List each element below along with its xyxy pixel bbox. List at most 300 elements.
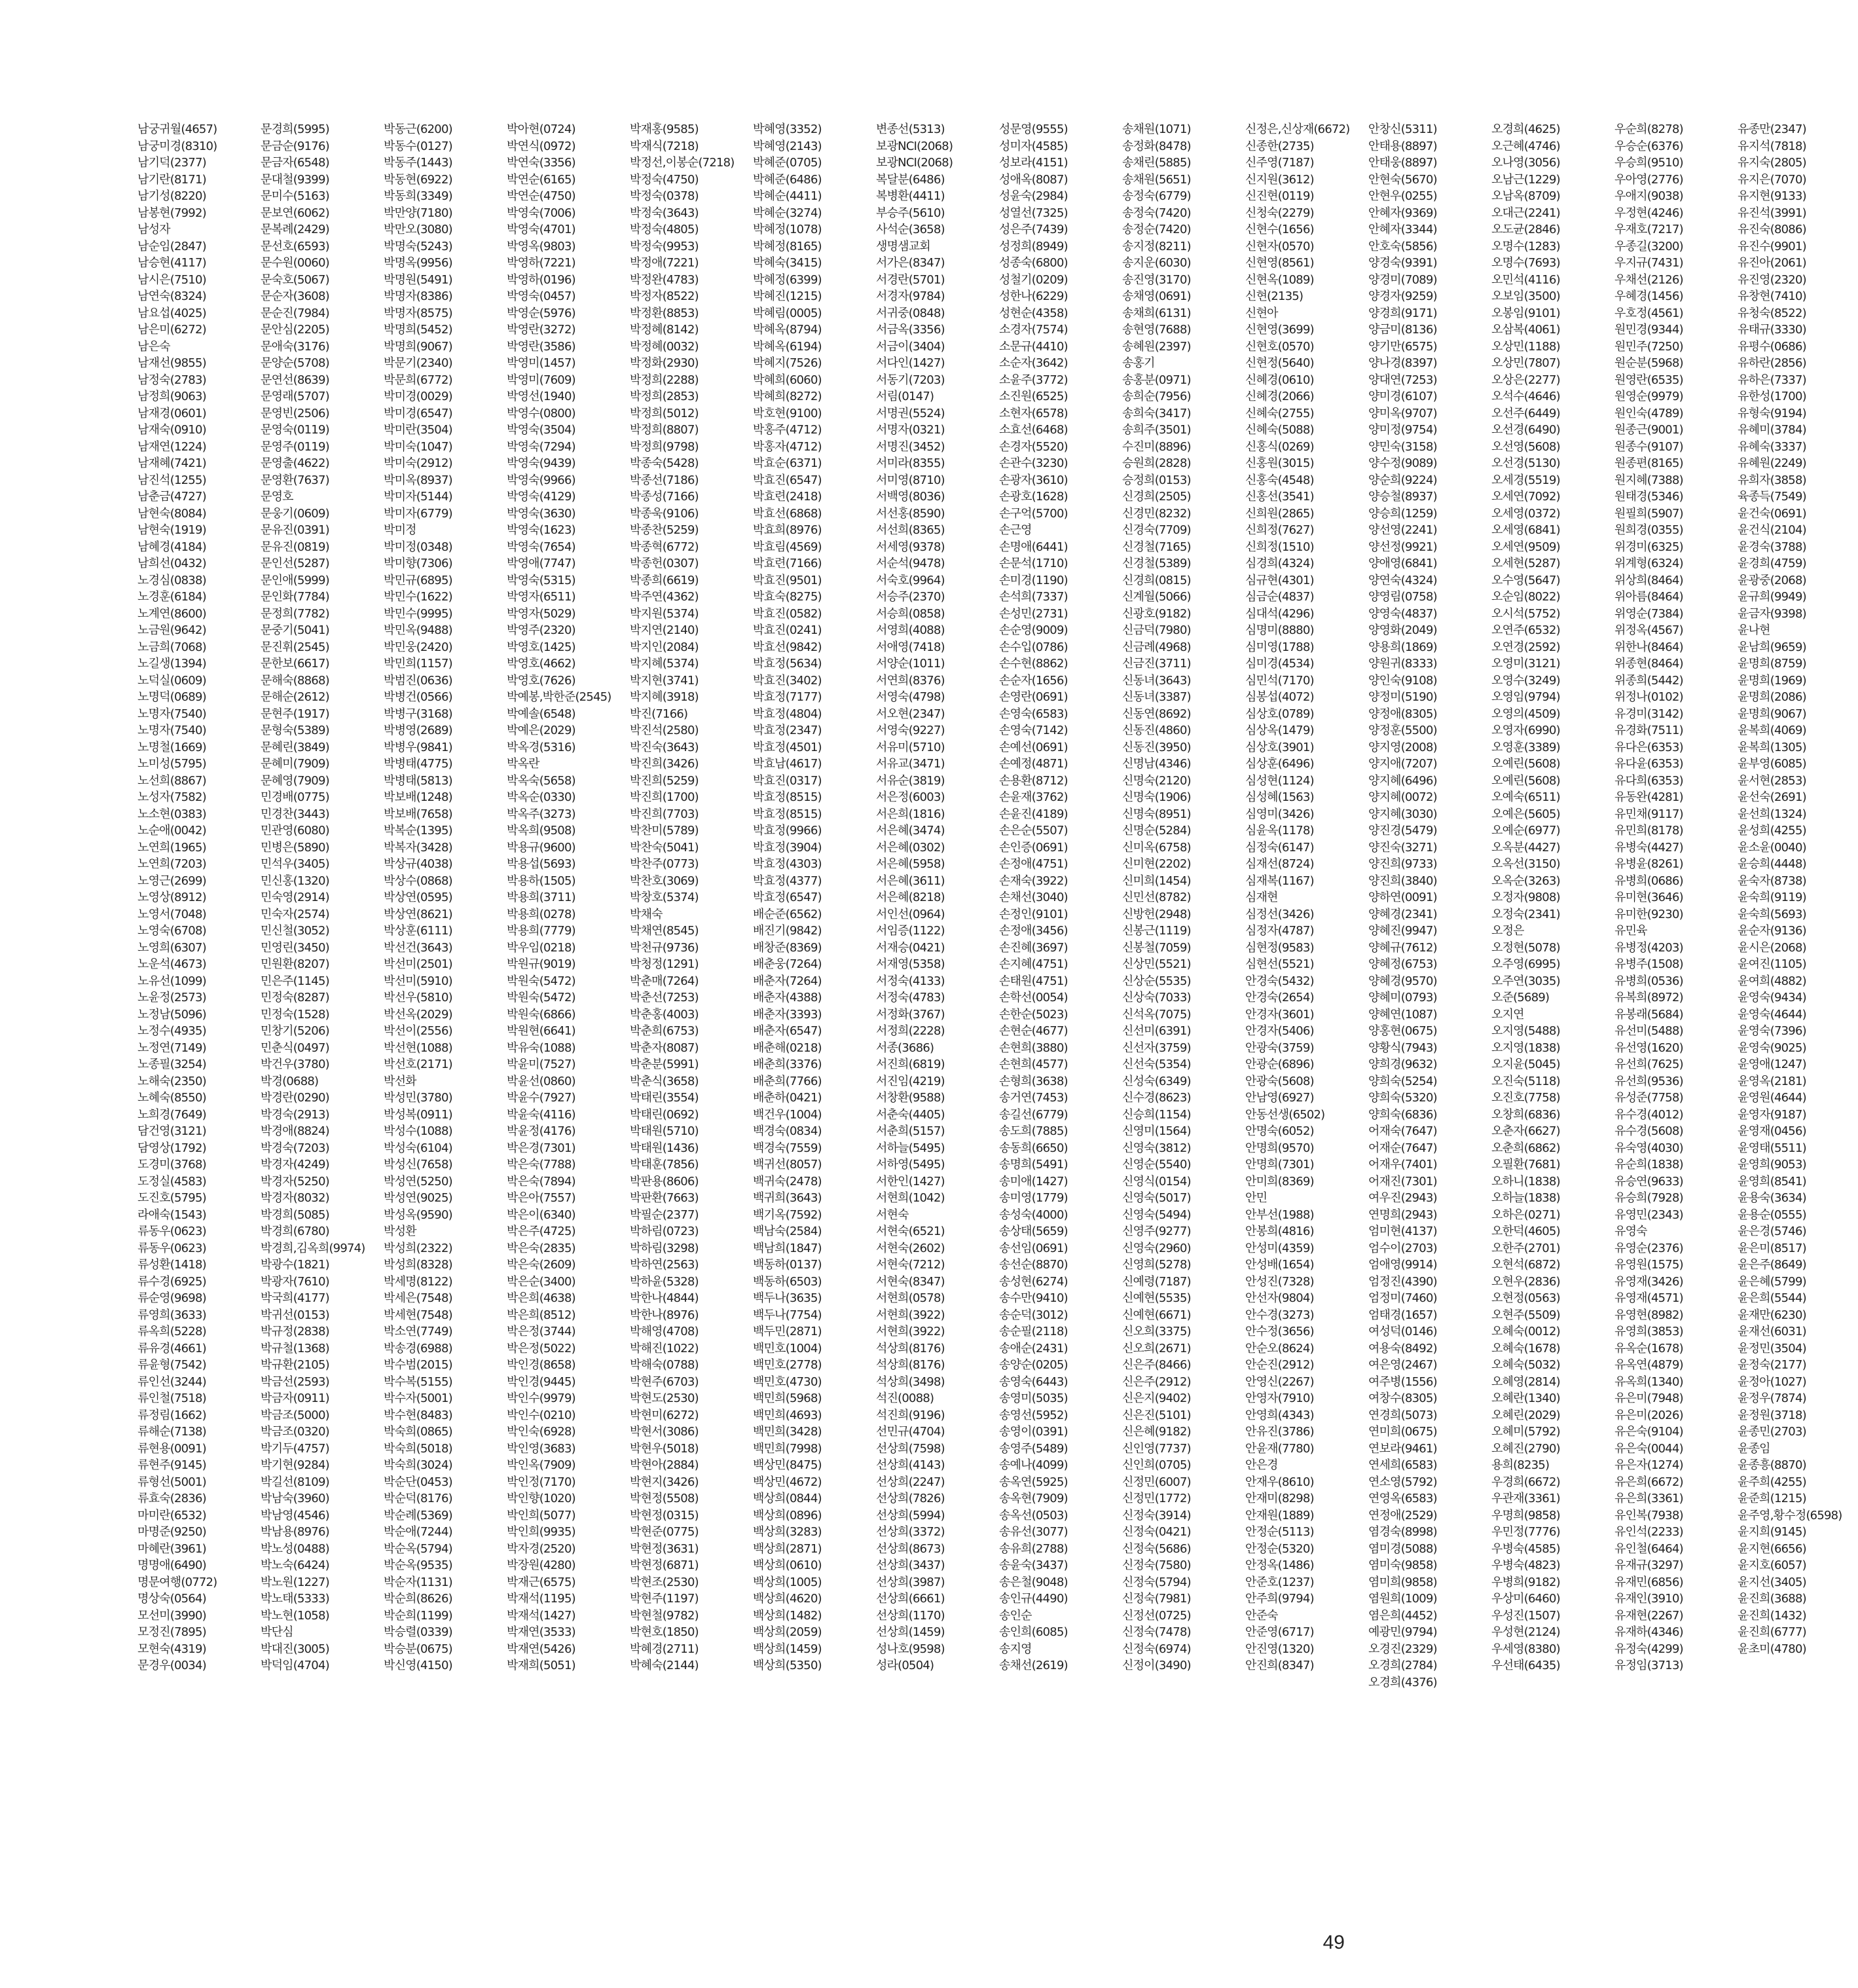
donor-entry: 윤종흥(8870) [1738, 1458, 1806, 1472]
donor-entry: 박해숙(0788) [630, 1358, 699, 1372]
donor-entry: 윤성희(4255) [1738, 824, 1806, 838]
donor-entry: 승정희(0153) [1122, 473, 1191, 487]
donor-entry: 유수경(4012) [1614, 1107, 1683, 1122]
donor-entry: 박승렬(0339) [384, 1625, 452, 1639]
donor-entry: 박선화 [384, 1074, 416, 1088]
donor-entry: 유영재(4571) [1614, 1291, 1683, 1305]
donor-entry: 박진(7166) [630, 707, 688, 721]
donor-entry: 신예령(7187) [1122, 1274, 1191, 1289]
donor-entry: 신정민(1772) [1122, 1492, 1191, 1505]
donor-entry: 송순덕(3012) [999, 1308, 1068, 1322]
donor-entry: 박찬미(5789) [630, 824, 699, 838]
donor-entry: 유정숙(4299) [1614, 1642, 1683, 1656]
donor-entry: 배춘자(6547) [753, 1024, 822, 1038]
donor-entry: 신은지(9402) [1122, 1391, 1191, 1405]
donor-entry: 안광숙(3759) [1245, 1040, 1314, 1055]
donor-entry: 안정순(5320) [1245, 1541, 1314, 1556]
donor-entry: 박혜진(1215) [753, 289, 822, 303]
donor-entry: 엄애영(9914) [1368, 1258, 1437, 1272]
donor-entry: 서승희(0858) [876, 606, 945, 621]
donor-entry: 박호현(9100) [753, 406, 822, 420]
donor-entry: 신광호(9182) [1122, 606, 1191, 621]
donor-entry: 노덕실(0609) [137, 673, 206, 688]
donor-entry: 손예정(4871) [999, 757, 1068, 771]
donor-entry: 송성현(6274) [999, 1274, 1068, 1289]
donor-entry: 윤정숙(2177) [1738, 1358, 1806, 1372]
donor-entry: 오진호(7758) [1491, 1091, 1560, 1105]
donor-entry: 박순희(8626) [384, 1592, 452, 1606]
donor-entry: 송희순(7956) [1122, 390, 1191, 403]
donor-entry: 오순임(8022) [1491, 590, 1560, 604]
donor-entry: 박병구(3168) [384, 707, 452, 721]
donor-entry: 박하연(2563) [630, 1258, 699, 1272]
donor-entry: 박효선(9842) [753, 640, 822, 654]
donor-entry: 오춘희(6862) [1491, 1141, 1560, 1155]
donor-entry: 신상민(5521) [1122, 957, 1191, 971]
donor-entry: 우호정(4561) [1614, 306, 1683, 320]
donor-entry: 오지연 [1491, 1007, 1524, 1022]
donor-entry: 양희숙(5320) [1368, 1091, 1437, 1105]
donor-entry: 백상희(0844) [753, 1492, 822, 1505]
donor-entry: 위아름(8464) [1614, 590, 1683, 604]
donor-entry: 박경희(5085) [261, 1207, 329, 1222]
donor-entry: 유진영(2320) [1738, 272, 1806, 287]
donor-entry: 송희주(3501) [1122, 423, 1191, 437]
donor-entry: 남궁귀월(4657) [137, 122, 217, 136]
donor-entry: 배순준(6562) [753, 907, 822, 921]
donor-entry: 안미희(8369) [1245, 1174, 1314, 1188]
donor-entry: 윤종임 [1738, 1441, 1770, 1456]
donor-entry: 우상미(6460) [1491, 1592, 1560, 1606]
donor-entry: 양애영(6841) [1368, 557, 1437, 570]
donor-entry: 여용숙(8492) [1368, 1341, 1437, 1355]
donor-entry: 박상훈(6111) [384, 924, 452, 938]
donor-entry: 유지현(9133) [1738, 189, 1806, 203]
donor-entry: 손인증(0691) [999, 840, 1068, 855]
donor-entry: 박지혜(3918) [630, 690, 699, 704]
donor-entry: 석상희(3498) [876, 1374, 945, 1389]
donor-entry: 백남숙(2584) [753, 1224, 822, 1238]
donor-entry: 양홍현(0675) [1368, 1024, 1437, 1038]
donor-entry: 민관영(6080) [261, 824, 329, 838]
donor-entry: 서은혜(5958) [876, 857, 945, 871]
donor-entry: 유영순(2376) [1614, 1241, 1683, 1255]
donor-entry: 서가은(8347) [876, 256, 945, 270]
donor-entry: 마미란(6532) [137, 1508, 206, 1522]
donor-entry: 서애영(7418) [876, 640, 945, 654]
donor-entry: 오현우(2836) [1491, 1274, 1560, 1289]
donor-entry: 오혜미(5792) [1491, 1425, 1560, 1439]
donor-entry: 송지정(8211) [1122, 239, 1191, 253]
donor-entry: 양정미(5190) [1368, 690, 1437, 704]
donor-entry: 성현순(4358) [999, 306, 1068, 320]
donor-entry: 신계월(5066) [1122, 590, 1191, 604]
donor-entry: 박정숙(0378) [630, 189, 699, 203]
donor-entry: 문영출(4622) [261, 456, 329, 470]
donor-entry: 서금옥(3356) [876, 323, 945, 337]
donor-entry: 안준호(1237) [1245, 1575, 1314, 1589]
donor-entry: 박정희(2853) [630, 390, 699, 403]
donor-entry: 신금덕(7980) [1122, 623, 1191, 637]
donor-entry: 유은희(6672) [1614, 1475, 1683, 1489]
donor-entry: 남재선(9855) [137, 356, 206, 370]
donor-entry: 박혜영(3352) [753, 122, 822, 136]
donor-entry: 문현주(1917) [261, 707, 329, 721]
donor-entry: 안성진(7328) [1245, 1274, 1314, 1289]
donor-entry: 박정숙(9953) [630, 239, 699, 253]
donor-entry: 오세연(7092) [1491, 490, 1560, 504]
donor-entry: 박유숙(1088) [507, 1040, 575, 1055]
donor-entry: 박진희(1700) [630, 790, 699, 804]
donor-entry: 박효련(7166) [753, 557, 822, 570]
donor-entry: 문경우(0034) [137, 1659, 206, 1672]
donor-entry: 심정선(3426) [1245, 907, 1314, 921]
donor-entry: 윤영숙(9434) [1738, 991, 1806, 1004]
donor-entry: 서연희(8376) [876, 673, 945, 688]
donor-entry: 박춘식(3658) [630, 1074, 699, 1088]
donor-entry: 오석수(4646) [1491, 390, 1560, 403]
donor-entry: 박춘희(6753) [630, 1024, 699, 1038]
donor-entry: 안민 [1245, 1191, 1267, 1205]
donor-entry: 손진혜(3697) [999, 940, 1068, 955]
donor-entry: 박남용(8976) [261, 1525, 329, 1539]
donor-entry: 박동수(0127) [384, 139, 452, 153]
donor-entry: 오현정(0563) [1491, 1291, 1560, 1305]
donor-entry: 박영선(1940) [507, 390, 575, 403]
donor-entry: 서영숙(4798) [876, 690, 945, 704]
donor-entry: 박영숙(7006) [507, 206, 575, 220]
donor-entry: 유재규(3297) [1614, 1558, 1683, 1572]
donor-entry: 오예은(5605) [1491, 807, 1560, 821]
donor-entry: 원종편(8165) [1614, 456, 1683, 470]
donor-entry: 박금자(0911) [261, 1391, 329, 1405]
donor-entry: 윤재선(6031) [1738, 1325, 1806, 1338]
donor-entry: 신영숙(3812) [1122, 1141, 1191, 1155]
donor-entry: 류수경(6925) [137, 1274, 206, 1289]
donor-entry: 오예린(5608) [1491, 757, 1560, 771]
donor-entry: 박옥숙(5658) [507, 773, 575, 788]
donor-entry: 우민정(7776) [1491, 1525, 1560, 1539]
donor-entry: 양지혜(6496) [1368, 773, 1437, 788]
donor-entry: 박청정(1291) [630, 957, 699, 971]
donor-entry: 배진기(9842) [753, 924, 822, 938]
donor-entry: 박영호(7626) [507, 673, 575, 688]
donor-entry: 박광자(7610) [261, 1274, 329, 1289]
donor-entry: 서인선(0964) [876, 907, 945, 921]
donor-entry: 송거연(7453) [999, 1091, 1068, 1105]
donor-entry: 오세영(6841) [1491, 523, 1560, 537]
donor-entry: 송선순(8870) [999, 1258, 1068, 1272]
donor-entry: 박영숙(3504) [507, 423, 575, 437]
donor-entry: 박성수(1088) [384, 1124, 452, 1138]
name-column-6 [753, 121, 873, 1797]
donor-entry: 심재복(1167) [1245, 874, 1314, 888]
donor-entry: 유병숙(4427) [1614, 840, 1683, 855]
donor-entry: 박효정(4804) [753, 707, 822, 721]
donor-entry: 노경훈(6184) [137, 590, 206, 604]
donor-entry: 서재영(5358) [876, 957, 945, 971]
donor-entry: 윤명희(1969) [1738, 673, 1806, 688]
donor-entry: 송정순(7420) [1122, 223, 1191, 236]
donor-entry: 서오현(2347) [876, 707, 945, 721]
donor-entry: 문안심(2205) [261, 323, 329, 337]
donor-entry: 윤영숙(9025) [1738, 1040, 1806, 1055]
donor-entry: 문순자(3608) [261, 289, 329, 303]
donor-entry: 박명원(5491) [384, 272, 452, 287]
donor-entry: 송도희(7885) [999, 1124, 1068, 1138]
donor-entry: 유선희(7625) [1614, 1058, 1683, 1071]
donor-entry: 박민옥(9488) [384, 623, 452, 637]
donor-entry: 신승희(1154) [1122, 1107, 1191, 1122]
donor-entry: 송상태(5659) [999, 1224, 1068, 1238]
donor-entry: 박기현(9284) [261, 1458, 329, 1472]
donor-entry: 노명자(7540) [137, 724, 206, 737]
donor-entry: 양나경(8397) [1368, 356, 1437, 370]
donor-entry: 오영미(3121) [1491, 657, 1560, 671]
donor-entry: 양용희(1869) [1368, 640, 1437, 654]
donor-entry: 오예순(6977) [1491, 824, 1560, 838]
donor-entry: 사석순(3658) [876, 223, 945, 236]
donor-entry: 박옥주(3273) [507, 807, 575, 821]
donor-entry: 신현자(0570) [1245, 239, 1314, 253]
donor-entry: 유인석(2233) [1614, 1525, 1683, 1539]
donor-entry: 신현영(8561) [1245, 256, 1314, 270]
donor-entry: 여주병(1556) [1368, 1374, 1437, 1389]
donor-entry: 박효정(6547) [753, 891, 822, 904]
donor-entry: 박미경(6547) [384, 406, 452, 420]
donor-entry: 송유희(2788) [999, 1541, 1068, 1556]
donor-entry: 손구억(5700) [999, 506, 1068, 521]
donor-entry: 신영미(1564) [1122, 1124, 1191, 1138]
donor-entry: 민병은(5890) [261, 840, 329, 855]
donor-entry: 성미자(4585) [999, 139, 1068, 153]
donor-entry: 소경자(7574) [999, 323, 1068, 337]
donor-entry: 박혜순(4411) [753, 189, 822, 203]
donor-entry: 박필순(2377) [630, 1207, 699, 1222]
donor-entry: 유다윤(6353) [1614, 757, 1683, 771]
donor-entry: 박인옥(7909) [507, 1458, 575, 1472]
donor-entry: 민신철(3052) [261, 924, 329, 938]
donor-entry: 선상희(6661) [876, 1592, 945, 1606]
donor-entry: 박옥희(9508) [507, 824, 575, 838]
donor-entry: 박선현(1088) [384, 1040, 452, 1055]
donor-entry: 박채연(8545) [630, 924, 699, 938]
donor-entry: 석상희(8176) [876, 1358, 945, 1372]
donor-entry: 박성숙(6104) [384, 1141, 452, 1155]
donor-entry: 백상희(2871) [753, 1541, 822, 1556]
donor-entry: 남혜경(4184) [137, 540, 206, 554]
donor-entry: 심재현 [1245, 891, 1278, 904]
donor-entry: 박영수(0800) [507, 406, 575, 420]
donor-entry: 승원희(2828) [1122, 456, 1191, 470]
donor-entry: 박영자(6511) [507, 590, 575, 604]
donor-entry: 심미경(4534) [1245, 657, 1314, 671]
donor-entry: 민석우(3405) [261, 857, 329, 871]
donor-entry: 문수원(0060) [261, 256, 329, 270]
donor-entry: 박신영(4150) [384, 1659, 452, 1672]
donor-entry: 손현순(4677) [999, 1024, 1068, 1038]
donor-entry: 박윤숙(4116) [507, 1107, 575, 1122]
donor-entry: 박성희(8328) [384, 1258, 452, 1272]
donor-entry: 유은숙(9104) [1614, 1425, 1683, 1439]
donor-entry: 문인선(5287) [261, 557, 329, 570]
donor-entry: 서은혜(3474) [876, 824, 945, 838]
donor-entry: 윤영재(0456) [1738, 1124, 1806, 1138]
donor-entry: 안순진(2912) [1245, 1358, 1314, 1372]
donor-entry: 신명순(5284) [1122, 824, 1191, 838]
donor-entry: 박경희,김옥희(9974) [261, 1241, 365, 1255]
donor-entry: 남재연(1224) [137, 439, 206, 454]
donor-entry: 복병환(4411) [876, 189, 945, 203]
donor-entry: 박효정(4303) [753, 857, 822, 871]
donor-entry: 원종수(9107) [1614, 439, 1683, 454]
donor-entry: 오한덕(4605) [1491, 1224, 1560, 1238]
donor-entry: 백민희(7998) [753, 1441, 822, 1456]
donor-entry: 신금진(3711) [1122, 657, 1191, 671]
donor-entry: 박효진(0582) [753, 606, 822, 621]
donor-entry: 노영희(6307) [137, 940, 206, 955]
donor-entry: 손석희(7337) [999, 590, 1068, 604]
donor-entry: 오도균(2846) [1491, 223, 1560, 236]
donor-entry: 오근혜(4746) [1491, 139, 1560, 153]
donor-entry: 수진미(8896) [1122, 439, 1191, 454]
donor-entry: 문정희(7782) [261, 606, 329, 621]
donor-entry: 신인영(7737) [1122, 1441, 1191, 1456]
donor-entry: 박선미(2501) [384, 957, 452, 971]
donor-entry: 윤초미(4780) [1738, 1642, 1806, 1656]
donor-entry: 박성희(2322) [384, 1241, 452, 1255]
donor-entry: 박효진(6547) [753, 473, 822, 487]
donor-entry: 연미희(0675) [1368, 1425, 1437, 1439]
donor-entry: 박영숙(3630) [507, 506, 575, 521]
donor-entry: 문인화(7784) [261, 590, 329, 604]
donor-entry: 박길선(8109) [261, 1475, 329, 1489]
donor-entry: 박혜정(6399) [753, 272, 822, 287]
donor-entry: 윤준희(1215) [1738, 1492, 1806, 1505]
donor-entry: 신동진(3950) [1122, 740, 1191, 754]
donor-entry: 안재미(8298) [1245, 1492, 1314, 1505]
donor-entry: 윤용순(0555) [1738, 1207, 1806, 1222]
donor-entry: 남재혜(7421) [137, 456, 206, 470]
donor-entry: 박종찬(5259) [630, 523, 699, 537]
donor-entry: 박혜림(0005) [753, 306, 822, 320]
donor-entry: 윤은주(8649) [1738, 1258, 1806, 1272]
donor-entry: 박순옥(5794) [384, 1541, 452, 1556]
donor-entry: 백상민(8475) [753, 1458, 822, 1472]
donor-entry: 오선주(6449) [1491, 406, 1560, 420]
donor-entry: 박하림(3298) [630, 1241, 699, 1255]
donor-entry: 박순례(5369) [384, 1508, 452, 1522]
donor-entry: 유혜원(2249) [1738, 456, 1806, 470]
donor-entry: 심성현(1124) [1245, 773, 1314, 788]
donor-entry: 육종득(7549) [1738, 490, 1806, 504]
donor-entry: 양승희(1259) [1368, 506, 1437, 521]
donor-entry: 우성현(2124) [1491, 1625, 1560, 1639]
donor-entry: 박현정(5508) [630, 1492, 699, 1505]
donor-entry: 류인선(3244) [137, 1374, 206, 1389]
donor-entry: 유봉래(5684) [1614, 1007, 1683, 1022]
donor-entry: 박영란(3586) [507, 339, 575, 354]
donor-entry: 박미향(7306) [384, 557, 452, 570]
donor-entry: 윤복희(1305) [1738, 740, 1806, 754]
donor-entry: 송채원(1071) [1122, 122, 1191, 136]
donor-entry: 박지연(2140) [630, 623, 699, 637]
donor-entry: 유혜미(3784) [1738, 423, 1806, 437]
donor-entry: 서경란(5701) [876, 272, 945, 287]
donor-entry: 백두나(7754) [753, 1308, 822, 1322]
donor-entry: 오필환(7681) [1491, 1158, 1560, 1171]
donor-entry: 손현희(3880) [999, 1040, 1068, 1055]
donor-entry: 박영숙(9439) [507, 456, 575, 470]
donor-entry: 박은순(3400) [507, 1274, 575, 1289]
donor-entry: 도경미(3768) [137, 1158, 206, 1171]
donor-entry: 명상숙(0564) [137, 1592, 206, 1606]
donor-entry: 서현희(0578) [876, 1291, 945, 1305]
donor-entry: 유재하(4346) [1614, 1625, 1683, 1639]
donor-entry: 유다은(6353) [1614, 740, 1683, 754]
donor-entry: 박병건(0566) [384, 690, 452, 704]
donor-entry: 신오희(2671) [1122, 1341, 1191, 1355]
donor-entry: 유은숙(0044) [1614, 1441, 1683, 1456]
donor-entry: 박동현(6922) [384, 172, 452, 187]
donor-entry: 신상순(5535) [1122, 974, 1191, 988]
donor-entry: 박정화(2930) [630, 356, 699, 370]
donor-entry: 박효련(2418) [753, 490, 822, 504]
donor-entry: 박미란(3504) [384, 423, 452, 437]
donor-entry: 박정희(9798) [630, 439, 699, 454]
donor-entry: 윤정아(1027) [1738, 1374, 1806, 1389]
donor-entry: 선상희(5994) [876, 1508, 945, 1522]
donor-entry: 백민희(3428) [753, 1425, 822, 1439]
donor-entry: 유민채(9117) [1614, 807, 1683, 821]
donor-entry: 백두민(2871) [753, 1325, 822, 1338]
donor-entry: 양경희(9171) [1368, 306, 1437, 320]
donor-entry: 박상연(0595) [384, 891, 452, 904]
donor-entry: 박수범(2015) [384, 1358, 452, 1372]
donor-entry: 박규철(1368) [261, 1341, 329, 1355]
donor-entry: 심상훈(6496) [1245, 757, 1314, 771]
donor-entry: 박영자(5029) [507, 606, 575, 621]
donor-entry: 송미영(1779) [999, 1191, 1068, 1205]
name-column-7 [876, 121, 996, 1797]
donor-entry: 박재홍(9585) [630, 122, 699, 136]
donor-entry: 연세희(6583) [1368, 1458, 1437, 1472]
donor-entry: 선상희(7598) [876, 1441, 945, 1456]
donor-entry: 민신홍(1320) [261, 874, 329, 888]
donor-entry: 오주영(6995) [1491, 957, 1560, 971]
donor-entry: 유희자(3858) [1738, 473, 1806, 487]
donor-entry: 박진희(5259) [630, 773, 699, 788]
donor-entry: 양정훈(5500) [1368, 724, 1437, 737]
donor-entry: 신상숙(7033) [1122, 991, 1191, 1004]
donor-entry: 박태린(3554) [630, 1091, 699, 1105]
name-column-10 [1245, 121, 1366, 1797]
donor-entry: 담영상(1792) [137, 1141, 206, 1155]
donor-entry: 어재순(7647) [1368, 1141, 1437, 1155]
donor-entry: 박인영(3683) [507, 1441, 575, 1456]
donor-entry: 박현준(0775) [630, 1525, 699, 1539]
donor-entry: 남요섭(4025) [137, 306, 206, 320]
donor-entry: 송동희(6650) [999, 1141, 1068, 1155]
donor-entry: 박수복(5155) [384, 1374, 452, 1389]
donor-entry: 박찬호(3069) [630, 874, 699, 888]
donor-entry: 배창준(8369) [753, 940, 822, 955]
donor-entry: 신인희(0705) [1122, 1458, 1191, 1472]
donor-entry: 박장원(4280) [507, 1558, 575, 1572]
donor-entry: 박현철(9782) [630, 1608, 699, 1623]
donor-entry: 오연경(2592) [1491, 640, 1560, 654]
donor-entry: 손수현(8862) [999, 657, 1068, 671]
